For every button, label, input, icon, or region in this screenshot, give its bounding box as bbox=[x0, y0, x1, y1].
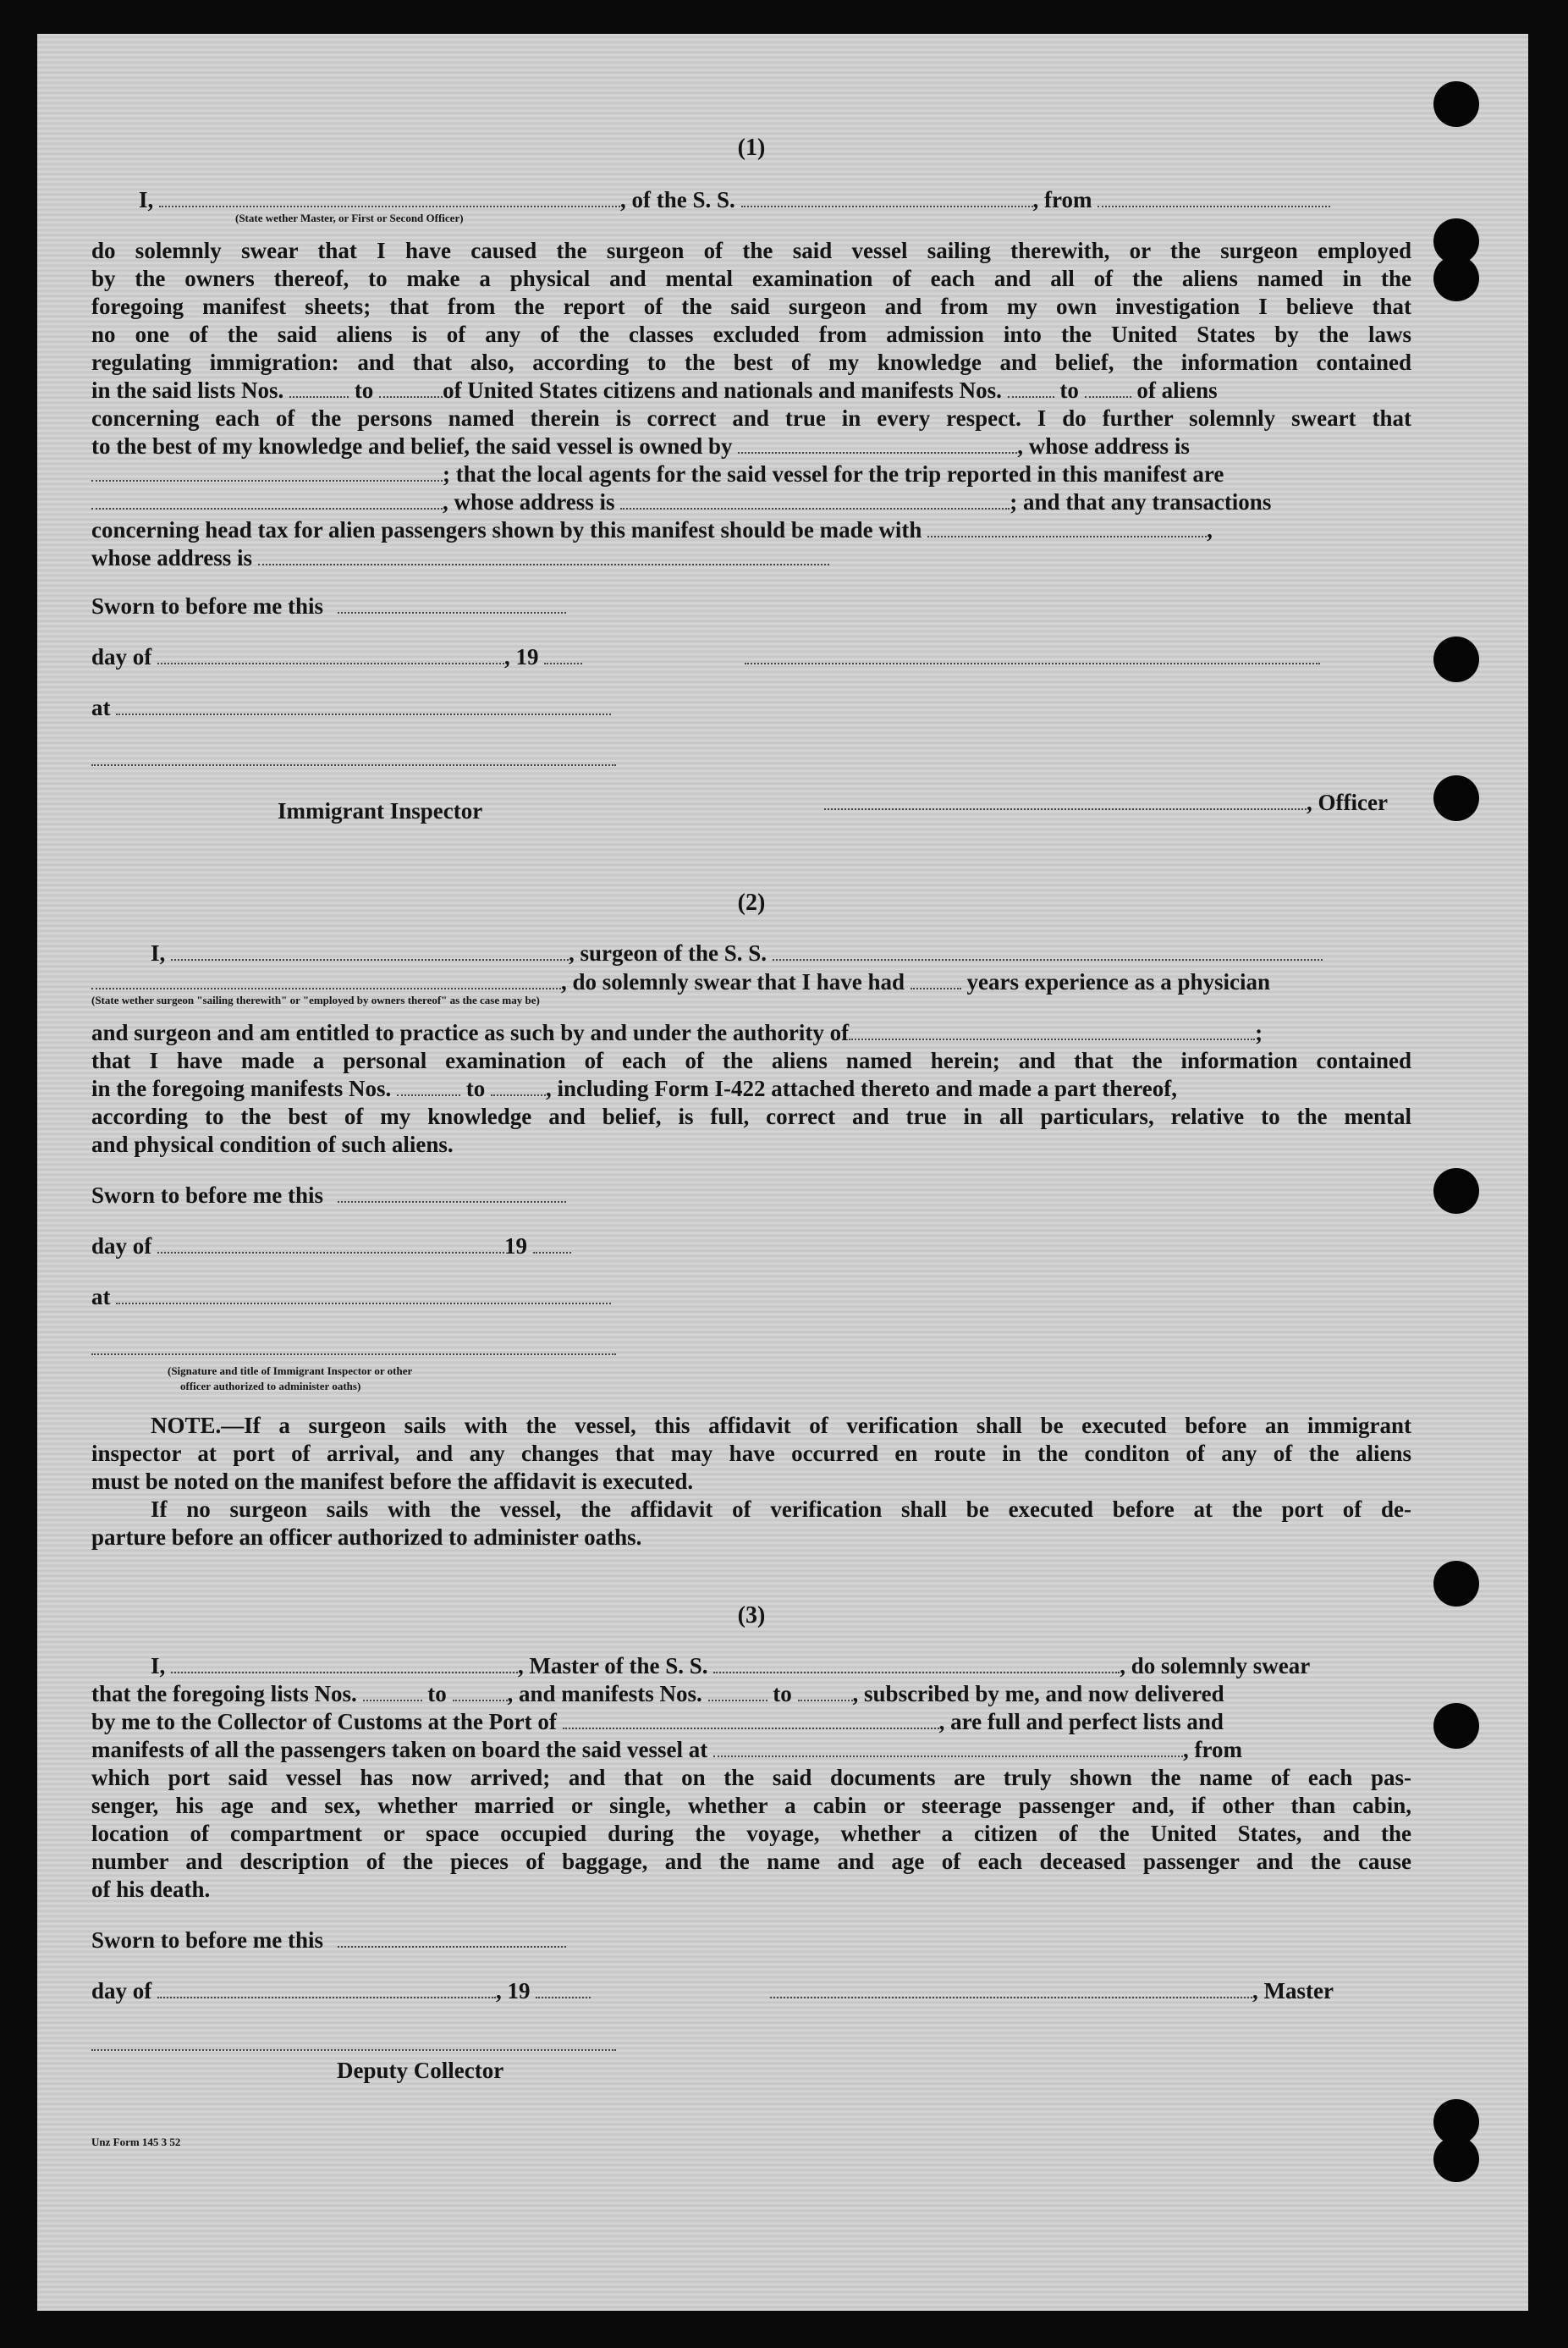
s3-manifests-to-field[interactable] bbox=[798, 1691, 853, 1701]
inspector-signature-line[interactable] bbox=[91, 756, 616, 766]
s2-para-line: according to the best of my knowledge and belief, is full, correct and true in all particulars, relative to the mental bbox=[91, 1104, 1411, 1129]
binder-hole bbox=[1433, 1561, 1479, 1607]
s2-manifests-from-field[interactable] bbox=[397, 1086, 460, 1096]
s1-owner-line: to the best of my knowledge and belief, the said vessel is owned by , whose address is bbox=[91, 433, 1190, 459]
s3-boarded-line: manifests of all the passengers taken on board the said vessel at , from bbox=[91, 1737, 1242, 1762]
agents-address-field[interactable] bbox=[620, 499, 1010, 510]
note-line: NOTE.—If a surgeon sails with the vessel, this affidavit of verification shall be executed before an immigrant bbox=[151, 1413, 1411, 1438]
s1-para-line: foregoing manifest sheets; that from the report of the said surgeon and from my own investigation I believe that bbox=[91, 294, 1411, 319]
s2-manifests-line: in the foregoing manifests Nos. to , including Form I-422 attached thereto and made a part thereof, bbox=[91, 1076, 1177, 1101]
s3-collector-line: Deputy Collector bbox=[337, 2058, 504, 2083]
s2-swear-line: , do solemnly swear that I have had years experience as a physician bbox=[91, 968, 1411, 996]
manifests-from-field[interactable] bbox=[1008, 388, 1054, 398]
s2-day-field[interactable] bbox=[157, 1243, 504, 1254]
sworn-field[interactable] bbox=[338, 604, 566, 614]
owner-address-field[interactable] bbox=[91, 471, 443, 482]
s1-headtax-line: concerning head tax for alien passengers shown by this manifest should be made with , bbox=[91, 517, 1213, 543]
s1-para-line: by the owners thereof, to make a physical and mental examination of each and all of the aliens named in the bbox=[91, 266, 1411, 291]
s2-day-line: day of 19 bbox=[91, 1232, 1411, 1260]
s2-manifests-to-field[interactable] bbox=[491, 1086, 546, 1096]
s3-para-line: senger, his age and sex, whether married or single, whether a cabin or steerage passenger and, if other than cabin, bbox=[91, 1793, 1411, 1818]
s2-authority-line: and surgeon and am entitled to practice as such by and under the authority of ; bbox=[91, 1020, 1263, 1045]
s1-line-officer: I, , of the S. S. , from bbox=[91, 186, 1411, 214]
note-line: If no surgeon sails with the vessel, the affidavit of verification shall be executed before at the port of de- bbox=[151, 1496, 1411, 1522]
s1-para-line: concerning each of the persons named therein is correct and true in every respect. I do further solemnly sweart that bbox=[91, 405, 1411, 431]
note-line: parture before an officer authorized to administer oaths. bbox=[91, 1524, 642, 1550]
master-signature-line[interactable] bbox=[770, 1988, 1252, 1998]
manifests-to-field[interactable] bbox=[1085, 388, 1131, 398]
s2-signature-line bbox=[91, 1334, 1411, 1362]
lists-from-field[interactable] bbox=[289, 388, 349, 398]
s3-para-line: number and description of the pieces of baggage, and the name and age of each deceased passenger and the cause bbox=[91, 1849, 1411, 1874]
collector-signature-field[interactable] bbox=[91, 2041, 616, 2051]
s3-master-line: I, , Master of the S. S. , do solemnly swear bbox=[151, 1653, 1311, 1678]
section-3-number: (3) bbox=[737, 1602, 766, 1629]
s2-sworn-field[interactable] bbox=[338, 1193, 566, 1203]
s2-surgeon-line: I, , surgeon of the S. S. bbox=[91, 940, 1411, 967]
s3-manifests-from-field[interactable] bbox=[708, 1691, 767, 1701]
head-tax-address-field[interactable] bbox=[258, 555, 829, 565]
s1-address-line: whose address is bbox=[91, 544, 1411, 572]
surgeon-vessel-field[interactable] bbox=[773, 951, 1323, 961]
owner-field[interactable] bbox=[738, 444, 1017, 454]
binder-hole bbox=[1433, 1703, 1479, 1749]
s3-sworn-line: Sworn to before me this bbox=[91, 1926, 1411, 1954]
binder-hole bbox=[1433, 637, 1479, 682]
surgeon-type-field[interactable] bbox=[91, 979, 561, 989]
binder-hole bbox=[1433, 81, 1479, 127]
note-line: must be noted on the manifest before the affidavit is executed. bbox=[91, 1469, 694, 1494]
s1-agents-address-line: , whose address is ; and that any transactions bbox=[91, 488, 1411, 516]
s2-at-field[interactable] bbox=[116, 1294, 611, 1304]
s3-day-field[interactable] bbox=[157, 1988, 496, 1998]
year-field[interactable] bbox=[544, 654, 582, 664]
s3-lists-line: that the foregoing lists Nos. to , and manifests Nos. to , subscribed by me, and now delivered bbox=[91, 1681, 1224, 1706]
s2-para-line: and physical condition of such aliens. bbox=[91, 1132, 454, 1157]
at-field[interactable] bbox=[116, 705, 611, 715]
s3-port-line: by me to the Collector of Customs at the Port of , are full and perfect lists and bbox=[91, 1709, 1224, 1734]
s2-sworn-line: Sworn to before me this bbox=[91, 1182, 1411, 1210]
binder-hole bbox=[1433, 2136, 1479, 2182]
s1-sworn-line: Sworn to before me this bbox=[91, 593, 1411, 620]
binder-hole bbox=[1433, 775, 1479, 821]
s3-collector-signature-line bbox=[91, 2030, 1411, 2058]
s1-inspector-signature-line bbox=[91, 745, 1411, 773]
s3-para-line: of his death. bbox=[91, 1877, 211, 1902]
surgeon-name-field[interactable] bbox=[171, 951, 569, 961]
day-field[interactable] bbox=[157, 654, 504, 664]
s3-para-line: which port said vessel has now arrived; and that on the said documents are truly shown the name of each pas- bbox=[91, 1765, 1411, 1790]
s3-day-line: day of , 19 , Master bbox=[91, 1978, 1334, 2004]
officer-title-line[interactable] bbox=[824, 800, 1307, 810]
s1-day-line: day of , 19 bbox=[91, 643, 1411, 671]
officer-signature-line[interactable] bbox=[745, 654, 1320, 664]
s3-lists-from-field[interactable] bbox=[363, 1691, 422, 1701]
s1-para-line: regulating immigration: and that also, according to the best of my knowledge and belief, the information contained bbox=[91, 350, 1411, 375]
binder-hole bbox=[1433, 1168, 1479, 1214]
s1-officer-line: , Officer bbox=[91, 789, 1411, 817]
section-2-number: (2) bbox=[737, 890, 766, 916]
note-surgeon: (State wether surgeon "sailing therewith" or "employed by owners thereof" as the case may be) bbox=[91, 994, 540, 1006]
note-line: inspector at port of arrival, and any changes that may have occurred en route in the conditon of any of the aliens bbox=[91, 1441, 1411, 1466]
document-page bbox=[37, 34, 1528, 2311]
from-port-field[interactable] bbox=[1098, 197, 1330, 207]
section-1-number: (1) bbox=[737, 135, 766, 161]
s3-vessel-field[interactable] bbox=[713, 1663, 1120, 1673]
s3-sworn-field[interactable] bbox=[338, 1937, 566, 1948]
lists-to-field[interactable] bbox=[379, 388, 443, 398]
master-name-field[interactable] bbox=[171, 1663, 518, 1673]
form-number: Unz Form 145 3 52 bbox=[91, 2136, 181, 2148]
years-field[interactable] bbox=[911, 979, 961, 989]
binder-hole bbox=[1433, 256, 1479, 301]
officer-name-field[interactable] bbox=[159, 197, 620, 207]
s3-para-line: location of compartment or space occupied during the voyage, whether a citizen of the United States, and the bbox=[91, 1821, 1411, 1846]
head-tax-contact-field[interactable] bbox=[927, 527, 1207, 537]
s1-at-line: at bbox=[91, 694, 1411, 722]
s1-para-line: do solemnly swear that I have caused the surgeon of the said vessel sailing therewith, or the surgeon employed bbox=[91, 238, 1411, 263]
sig-note: (Signature and title of Immigrant Inspector or other bbox=[168, 1364, 413, 1377]
boarded-port-field[interactable] bbox=[713, 1747, 1183, 1757]
sig-note: officer authorized to administer oaths) bbox=[180, 1380, 361, 1392]
s2-year-field[interactable] bbox=[533, 1243, 571, 1254]
port-field[interactable] bbox=[563, 1719, 939, 1729]
s3-lists-to-field[interactable] bbox=[453, 1691, 508, 1701]
s1-agents-line: ; that the local agents for the said vessel for the trip reported in this manifest are bbox=[91, 460, 1411, 488]
s1-lists-line: in the said lists Nos. to of United States citizens and nationals and manifests Nos. to of aliens bbox=[91, 378, 1218, 403]
note-master: (State wether Master, or First or Second Officer) bbox=[235, 212, 464, 224]
agents-field[interactable] bbox=[91, 499, 443, 510]
s2-para-line: that I have made a personal examination of each of the aliens named herein; and that the information contained bbox=[91, 1048, 1411, 1073]
vessel-name-field[interactable] bbox=[741, 197, 1033, 207]
s3-year-field[interactable] bbox=[536, 1988, 591, 1998]
s1-para-line: no one of the said aliens is of any of the classes excluded from admission into the United States by the laws bbox=[91, 322, 1411, 347]
s2-at-line: at bbox=[91, 1283, 1411, 1311]
authority-field[interactable] bbox=[849, 1030, 1255, 1040]
s1-titles-line: Immigrant Inspector bbox=[278, 798, 483, 824]
s2-signature-field[interactable] bbox=[91, 1345, 616, 1355]
